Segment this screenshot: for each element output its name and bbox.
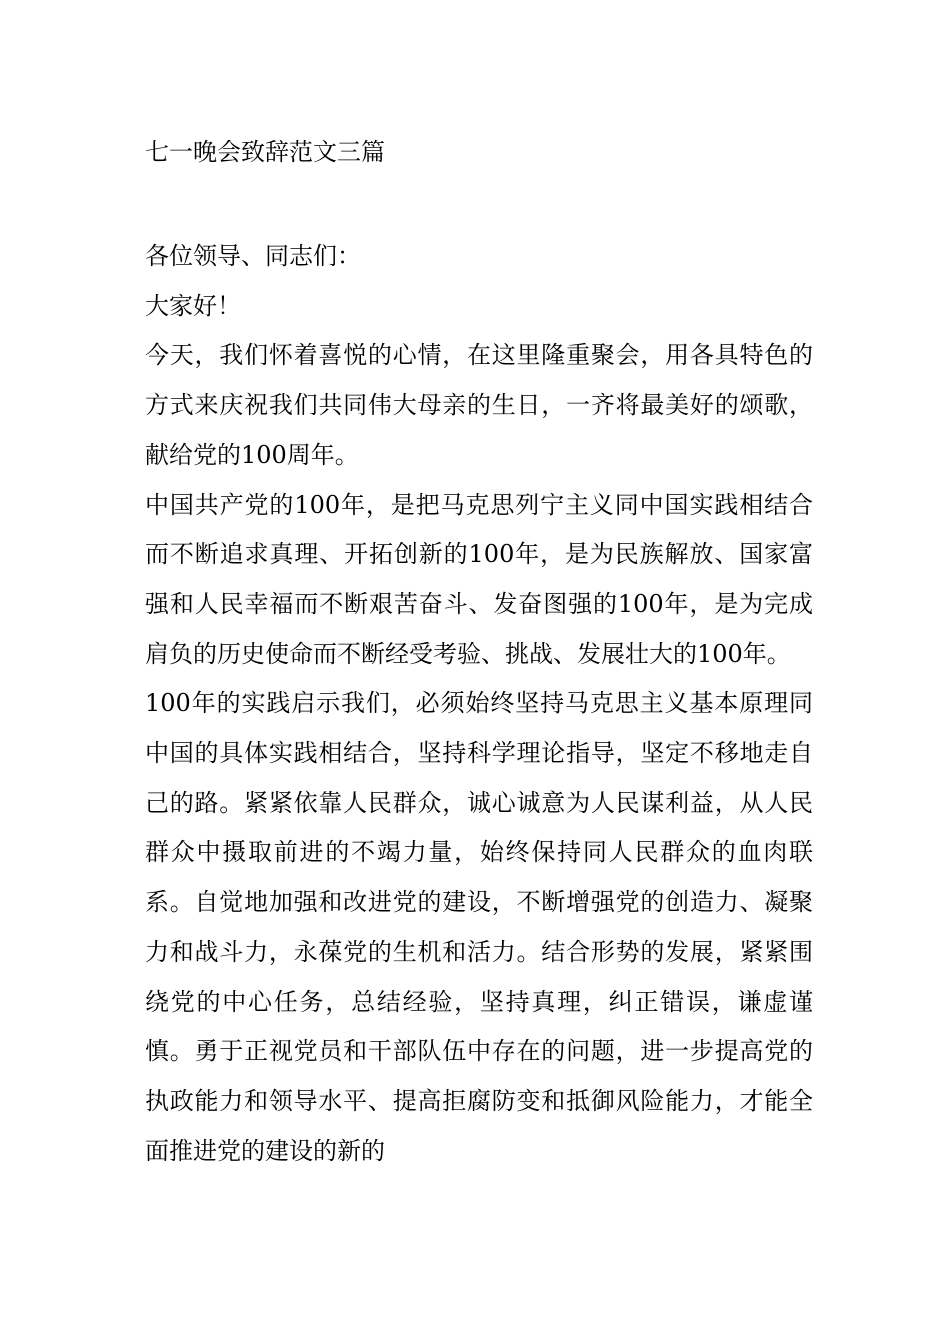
body-paragraph: 今天，我们怀着喜悦的心情，在这里隆重聚会，用各具特色的方式来庆祝我们共同伟大母亲的生日，一齐将最美好的颂歌，献给党的100周年。: [145, 341, 813, 469]
salutation: 各位领导、同志们：: [145, 242, 361, 270]
document-body: [145, 232, 813, 1176]
document-title: 七一晚会致辞范文三篇: [145, 138, 385, 166]
body-paragraph: 中国共产党的100年，是把马克思列宁主义同中国实践相结合而不断追求真理、开拓创新的100年，是为民族解放、国家富强和人民幸福而不断艰苦奋斗、发奋图强的100年，是为完成肩负的历史使命而不断经受考验、挑战、发展壮大的100年。: [145, 490, 813, 668]
greeting: 大家好！: [145, 291, 241, 320]
body-paragraph: 100年的实践启示我们，必须始终坚持马克思主义基本原理同中国的具体实践相结合，坚持科学理论指导，坚定不移地走自己的路。紧紧依靠人民群众，诚心诚意为人民谋利益，从人民群众中摄取前进的不竭力量，始终保持同人民群众的血肉联系。自觉地加强和改进党的建设，不断增强党的创造力、凝聚力和战斗力，永葆党的生机和活力。结合形势的发展，紧紧围绕党的中心任务，总结经验，坚持真理，纠正错误，谦虚谨慎。勇于正视党员和干部队伍中存在的问题，进一步提高党的执政能力和领导水平、提高拒腐防变和抵御风险能力，才能全面推进党的建设的新的: [145, 689, 813, 1165]
